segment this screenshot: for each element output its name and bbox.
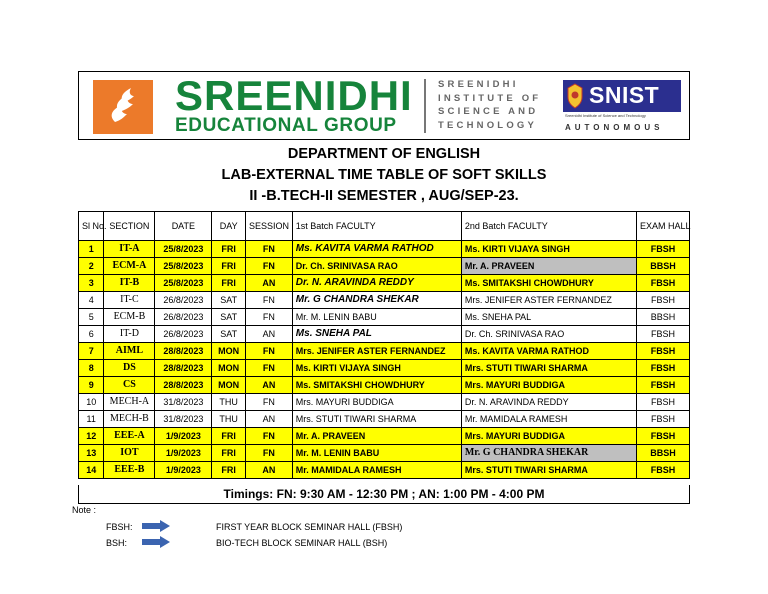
cell-day: FRI (212, 241, 246, 258)
cell-section: CS (104, 377, 155, 394)
header-banner (78, 71, 690, 140)
cell-session: FN (245, 292, 292, 309)
note-label: Note : (72, 505, 97, 515)
document (78, 71, 691, 501)
cell-day: FRI (212, 445, 246, 462)
cell-exam-hall: FBSH (636, 343, 689, 360)
cell-batch2-faculty: Mrs. JENIFER ASTER FERNANDEZ (461, 292, 636, 309)
col-header-batch1: 1st Batch FACULTY (292, 212, 461, 241)
cell-exam-hall: BBSH (636, 445, 689, 462)
cell-date: 26/8/2023 (155, 292, 212, 309)
snist-emblem-icon (566, 83, 584, 109)
table-row (79, 258, 690, 275)
cell-date: 31/8/2023 (155, 394, 212, 411)
cell-batch1-faculty: Mr. A. PRAVEEN (292, 428, 461, 445)
cell-batch2-faculty: Mr. G CHANDRA SHEKAR (461, 445, 636, 462)
cell-date: 25/8/2023 (155, 275, 212, 292)
col-header-date: DATE (155, 212, 212, 241)
cell-batch1-faculty: Mr. MAMIDALA RAMESH (292, 462, 461, 479)
cell-exam-hall: FBSH (636, 462, 689, 479)
group-subtitle: EDUCATIONAL GROUP (175, 115, 397, 136)
cell-section: IOT (104, 445, 155, 462)
cell-exam-hall: BBSH (636, 258, 689, 275)
col-header-day: DAY (212, 212, 246, 241)
cell-exam-hall: BBSH (636, 309, 689, 326)
cell-sl-no: 1 (79, 241, 104, 258)
cell-date: 26/8/2023 (155, 309, 212, 326)
cell-date: 31/8/2023 (155, 411, 212, 428)
cell-session: AN (245, 462, 292, 479)
legend-desc-bsh: BIO-TECH BLOCK SEMINAR HALL (BSH) (216, 538, 388, 548)
cell-date: 28/8/2023 (155, 377, 212, 394)
table-row (79, 326, 690, 343)
table-row (79, 360, 690, 377)
cell-section: EEE-A (104, 428, 155, 445)
cell-session: AN (245, 377, 292, 394)
cell-day: FRI (212, 428, 246, 445)
table-row (79, 445, 690, 462)
cell-section: AIML (104, 343, 155, 360)
cell-sl-no: 7 (79, 343, 104, 360)
col-header-batch2: 2nd Batch FACULTY (461, 212, 636, 241)
legend-abbr-bsh: BSH: (106, 538, 128, 548)
cell-batch1-faculty: Mr. M. LENIN BABU (292, 309, 461, 326)
cell-sl-no: 11 (79, 411, 104, 428)
col-header-sl: Sl No. (79, 212, 104, 241)
cell-session: FN (245, 428, 292, 445)
institute-line: SCIENCE AND (438, 106, 539, 117)
cell-day: FRI (212, 275, 246, 292)
cell-date: 1/9/2023 (155, 462, 212, 479)
cell-exam-hall: FBSH (636, 411, 689, 428)
col-header-hall: EXAM HALL (636, 212, 689, 241)
cell-batch2-faculty: Mrs. STUTI TIWARI SHARMA (461, 462, 636, 479)
cell-batch1-faculty: Mrs. JENIFER ASTER FERNANDEZ (292, 343, 461, 360)
cell-batch2-faculty: Ms. SNEHA PAL (461, 309, 636, 326)
table-row (79, 462, 690, 479)
cell-session: AN (245, 411, 292, 428)
cell-section: DS (104, 360, 155, 377)
table-row (79, 275, 690, 292)
cell-exam-hall: FBSH (636, 428, 689, 445)
cell-section: MECH-B (104, 411, 155, 428)
semester-heading: II -B.TECH-II SEMESTER , AUG/SEP-23. (249, 188, 519, 204)
cell-session: FN (245, 258, 292, 275)
col-header-session: SESSION (245, 212, 292, 241)
cell-batch1-faculty: Mr. G CHANDRA SHEKAR (292, 292, 461, 309)
cell-section: EEE-B (104, 462, 155, 479)
cell-batch2-faculty: Dr. N. ARAVINDA REDDY (461, 394, 636, 411)
right-arrow-icon (142, 536, 170, 548)
timetable (78, 211, 690, 479)
cell-batch2-faculty: Mrs. MAYURI BUDDIGA (461, 377, 636, 394)
cell-exam-hall: FBSH (636, 394, 689, 411)
department-heading: DEPARTMENT OF ENGLISH (287, 146, 481, 162)
table-row (79, 292, 690, 309)
cell-date: 28/8/2023 (155, 343, 212, 360)
cell-sl-no: 9 (79, 377, 104, 394)
cell-batch2-faculty: Ms. KAVITA VARMA RATHOD (461, 343, 636, 360)
cell-date: 1/9/2023 (155, 428, 212, 445)
cell-day: SAT (212, 292, 246, 309)
cell-section: ECM-A (104, 258, 155, 275)
cell-session: FN (245, 343, 292, 360)
cell-batch2-faculty: Dr. Ch. SRINIVASA RAO (461, 326, 636, 343)
institute-line: TECHNOLOGY (438, 119, 538, 131)
cell-session: AN (245, 326, 292, 343)
table-header-row (79, 212, 690, 241)
cell-day: THU (212, 411, 246, 428)
cell-batch2-faculty: Ms. SMITAKSHI CHOWDHURY (461, 275, 636, 292)
table-row (79, 428, 690, 445)
document-headings (78, 144, 690, 207)
cell-date: 25/8/2023 (155, 258, 212, 275)
table-row (79, 309, 690, 326)
cell-batch2-faculty: Mrs. STUTI TIWARI SHARMA (461, 360, 636, 377)
cell-batch1-faculty: Dr. Ch. SRINIVASA RAO (292, 258, 461, 275)
cell-session: FN (245, 394, 292, 411)
institute-name (438, 78, 541, 132)
cell-batch2-faculty: Mr. MAMIDALA RAMESH (461, 411, 636, 428)
cell-sl-no: 14 (79, 462, 104, 479)
cell-batch1-faculty: Dr. N. ARAVINDA REDDY (292, 275, 461, 292)
cell-sl-no: 2 (79, 258, 104, 275)
cell-exam-hall: FBSH (636, 377, 689, 394)
snist-tagline: Sreenidhi Institute of Science and Technology (565, 113, 646, 118)
cell-sl-no: 3 (79, 275, 104, 292)
cell-day: THU (212, 394, 246, 411)
cell-session: FN (245, 241, 292, 258)
autonomous-label: AUTONOMOUS (565, 123, 664, 132)
cell-section: IT-B (104, 275, 155, 292)
col-header-section: SECTION (104, 212, 155, 241)
cell-date: 28/8/2023 (155, 360, 212, 377)
cell-sl-no: 12 (79, 428, 104, 445)
institute-line: SREENIDHI (438, 79, 519, 90)
snist-wordmark: SNIST (589, 82, 660, 108)
banner-divider (424, 79, 426, 133)
cell-date: 26/8/2023 (155, 326, 212, 343)
cell-sl-no: 5 (79, 309, 104, 326)
institute-line: INSTITUTE OF (438, 92, 542, 104)
cell-batch1-faculty: Ms. SNEHA PAL (292, 326, 461, 343)
legend-abbr-fbsh: FBSH: (106, 522, 133, 532)
table-row (79, 377, 690, 394)
cell-batch2-faculty: Mrs. MAYURI BUDDIGA (461, 428, 636, 445)
cell-batch1-faculty: Mrs. STUTI TIWARI SHARMA (292, 411, 461, 428)
cell-sl-no: 13 (79, 445, 104, 462)
cell-sl-no: 6 (79, 326, 104, 343)
cell-section: IT-C (104, 292, 155, 309)
cell-section: MECH-A (104, 394, 155, 411)
group-name: SREENIDHI (175, 72, 413, 119)
cell-exam-hall: FBSH (636, 275, 689, 292)
cell-sl-no: 10 (79, 394, 104, 411)
cell-batch2-faculty: Mr. A. PRAVEEN (461, 258, 636, 275)
cell-date: 1/9/2023 (155, 445, 212, 462)
cell-sl-no: 8 (79, 360, 104, 377)
cell-exam-hall: FBSH (636, 326, 689, 343)
cell-exam-hall: FBSH (636, 292, 689, 309)
table-row (79, 411, 690, 428)
cell-batch1-faculty: Ms. SMITAKSHI CHOWDHURY (292, 377, 461, 394)
cell-batch1-faculty: Ms. KAVITA VARMA RATHOD (292, 241, 461, 258)
cell-batch1-faculty: Ms. KIRTI VIJAYA SINGH (292, 360, 461, 377)
right-arrow-icon (142, 520, 170, 532)
cell-exam-hall: FBSH (636, 241, 689, 258)
cell-day: SAT (212, 309, 246, 326)
cell-sl-no: 4 (79, 292, 104, 309)
timetable-body (79, 241, 690, 479)
snist-logo (563, 80, 681, 112)
cell-day: FRI (212, 258, 246, 275)
timetable-title: LAB-EXTERNAL TIME TABLE OF SOFT SKILLS (221, 167, 547, 183)
cell-session: FN (245, 445, 292, 462)
cell-session: FN (245, 309, 292, 326)
cell-batch1-faculty: Mrs. MAYURI BUDDIGA (292, 394, 461, 411)
cell-session: AN (245, 275, 292, 292)
cell-day: MON (212, 343, 246, 360)
sreenidhi-flame-logo-icon (93, 80, 153, 134)
cell-batch1-faculty: Mr. M. LENIN BABU (292, 445, 461, 462)
cell-batch2-faculty: Ms. KIRTI VIJAYA SINGH (461, 241, 636, 258)
cell-section: IT-D (104, 326, 155, 343)
cell-date: 25/8/2023 (155, 241, 212, 258)
cell-exam-hall: FBSH (636, 360, 689, 377)
table-row (79, 343, 690, 360)
cell-day: FRI (212, 462, 246, 479)
cell-day: SAT (212, 326, 246, 343)
cell-day: MON (212, 377, 246, 394)
timings: Timings: FN: 9:30 AM - 12:30 PM ; AN: 1:00 PM - 4:00 PM (78, 485, 690, 504)
legend-desc-fbsh: FIRST YEAR BLOCK SEMINAR HALL (FBSH) (216, 522, 403, 532)
cell-section: IT-A (104, 241, 155, 258)
table-row (79, 394, 690, 411)
cell-section: ECM-B (104, 309, 155, 326)
cell-day: MON (212, 360, 246, 377)
table-row (79, 241, 690, 258)
cell-session: FN (245, 360, 292, 377)
